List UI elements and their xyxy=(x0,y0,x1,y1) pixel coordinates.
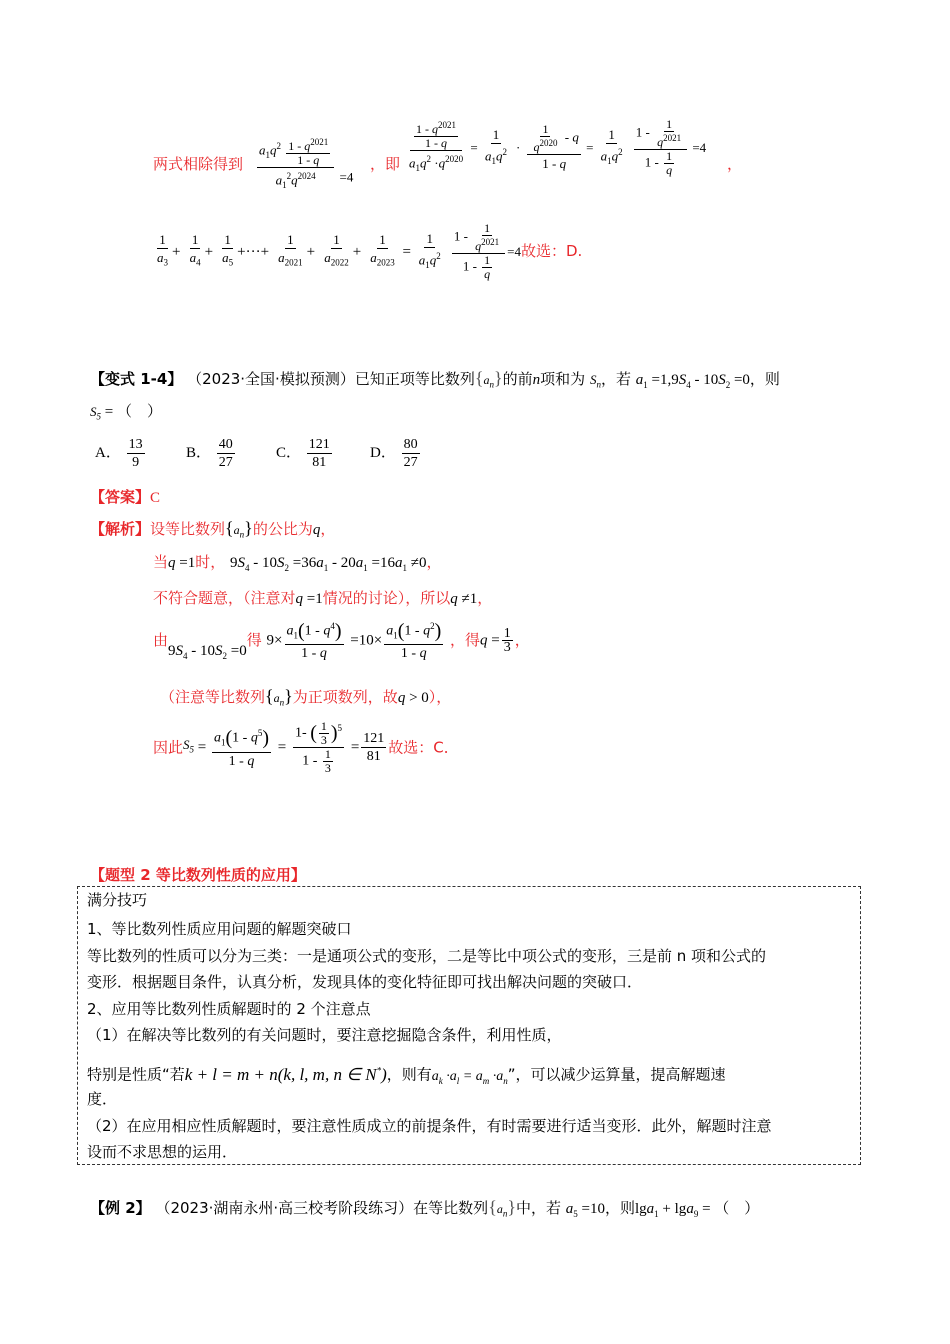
analysis-label: 【解析】 xyxy=(90,520,151,538)
tips-p1-line2: 变形．根据题目条件，认真分析，发现具体的变化特征即可找出解决问题的突破口． xyxy=(87,973,643,991)
option-a[interactable]: A． $\frac{13}{9}$ xyxy=(95,437,143,470)
option-d[interactable]: D． $\frac{80}{27}$ xyxy=(370,437,418,470)
variant-line2: $S_5$ = （ ） xyxy=(90,402,162,422)
answer-line xyxy=(90,486,160,509)
variant-text-f: （ ） xyxy=(116,402,162,420)
tips-heading: 满分技巧 xyxy=(87,891,148,909)
variant-line1: 【变式 1-4】 （2023·全国·模拟预测）已知正项等比数列$\{a_n\}$的前n项和为 $S_n$，若 $a_1 =1,9S_4 - 10S_2 =0$，则 xyxy=(90,368,780,390)
example-source: （2023·湖南永州·高三校考阶段练习） xyxy=(155,1199,414,1217)
variant-text-a: 已知正项等比数列 xyxy=(354,370,475,388)
line1-prefix: 两式相除得到 xyxy=(153,155,244,173)
line1-mid: ，即 xyxy=(370,155,401,173)
option-c[interactable]: C． $\frac{121}{81}$ xyxy=(276,437,330,470)
variant-text-c: 项和为 xyxy=(540,370,586,388)
variant-text-d: ，若 xyxy=(600,370,631,388)
analysis-line6: 因此$S_5$ = $\frac{a_1(1 - q^5)}{1 - q}$ = 1- ( $\frac{1}{3}$ )$^5$ 1 - $\frac{1}{3}$ = $\frac{121}{81}$ 故选：C． xyxy=(153,719,459,775)
answer-value: C xyxy=(150,490,161,506)
tips-sub2-line1: （2）在应用相应性质解题时，要注意性质成立的前提条件，有时需要进行适当变形．此外，解题时注意 xyxy=(87,1117,772,1135)
tips-sub2-line2: 设而不求思想的运用． xyxy=(87,1143,238,1161)
tips-sub1: （1）在解决等比数列的有关问题时，要注意挖掘隐含条件，利用性质， xyxy=(87,1026,562,1044)
formula-sum-reciprocals: $\frac{1}{a_3}$ + $\frac{1}{a_4}$ + $\frac{1}{a_5}$ +···+ $\frac{1}{a_{2021}}$ + $\frac{1}{a_{2022}}$ + $\frac{1}{a_{2023}}$ = $\frac{1}{a_1q^2}$ 1 - $\frac{1}{q^{2021}}$ 1 - $\frac{1}{q}$ =4故选：D. xyxy=(157,221,583,281)
tips-special: 特别是性质“若k + l = m + n(k, l, m, n ∈ N*)，则有$a_k \cdot a_l = a_m \cdot a_n$”，可以减少运算量，提高解题速 xyxy=(87,1064,726,1086)
answer-label: 【答案】 xyxy=(90,488,151,506)
variant-label: 【变式 1-4】 xyxy=(90,370,183,388)
variant-text-e: ，则 xyxy=(749,370,780,388)
line1-end: ， xyxy=(727,155,743,173)
formula-ratio-1: $a_1q^2$ $\frac{1 - q^{2021}}{1 - q}$ $a_1^2q^{2024}$ $_{=4}$ xyxy=(259,137,354,190)
tips-special-d: 度． xyxy=(87,1090,118,1108)
analysis-line3: 不符合题意，（注意对q =1情况的讨论），所以q ≠1， xyxy=(153,589,493,607)
analysis-line1: 【解析】设等比数列$\{a_n\}$的公比为q， xyxy=(90,518,336,540)
variant-source: （2023·全国·模拟预测） xyxy=(187,370,355,388)
tips-item2: 2、应用等比数列性质解题时的 2 个注意点 xyxy=(87,1000,371,1018)
option-b[interactable]: B． $\frac{40}{27}$ xyxy=(186,437,233,470)
analysis-line4: 由$9S_4 - 10S_2 =0$得 9× $\frac{a_1(1 - q^4)}{1 - q}$ =10× $\frac{a_1(1 - q^2)}{1 - q}$ ，得q = $\frac{1}{3}$ ， xyxy=(153,619,530,662)
example-label: 【例 2】 xyxy=(90,1199,151,1217)
section-title: 【题型 2 等比数列性质的应用】 xyxy=(90,866,306,884)
tips-item1: 1、等比数列性质应用问题的解题突破口 xyxy=(87,920,352,938)
tips-p1-line1: 等比数列的性质可以分为三类：一是通项公式的变形，二是等比中项公式的变形，三是前 n 项和公式的 xyxy=(87,947,767,965)
line2-end: 故选：D. xyxy=(521,242,583,260)
formula-ratio-2: $\frac{\frac{1 - q^{2021}}{1 - q}}{a_1q^2 \cdot q^{2020}}$ = $\frac{1}{a_1q^2}$ · $\frac{1}{q^{2020}}$ - q 1 - q = $\frac{1}{a_1q^2}$ 1 - $\frac{1}{q^{2021}}$ 1 - $\frac{1}{q}$ =4 xyxy=(409,117,707,177)
analysis-line2: 当q =1时， $9S_4 - 10S_2 =36a_1 - 20a_1 =16a_1 \ne 0$， xyxy=(153,553,442,573)
example-line: 【例 2】 （2023·湖南永州·高三校考阶段练习）在等比数列$\{a_n\}$中，若 $a_5 =10$，则lga$_1$ + lga$_9$ = （ ） xyxy=(90,1197,760,1219)
variant-text-b: 的前 xyxy=(502,370,533,388)
analysis-line5: （注意等比数列$\{a_n\}$为正项数列，故q > 0）， xyxy=(160,686,452,708)
